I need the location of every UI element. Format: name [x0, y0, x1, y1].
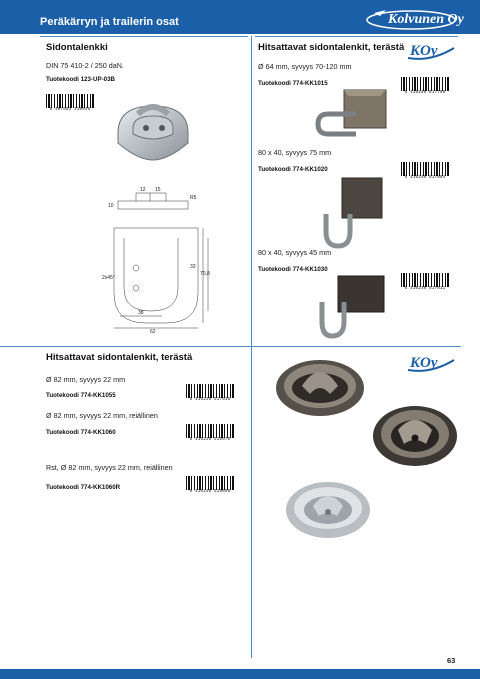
- section-heading: Hitsattavat sidontalenkit, terästä: [46, 352, 193, 363]
- recessed-ring-stainless-image: [283, 476, 373, 542]
- dim-label: 70,8: [200, 271, 210, 277]
- page-number: 63: [447, 656, 456, 665]
- dim-label: 38: [138, 310, 144, 316]
- spec-text: Ø 82 mm, syvyys 22 mm, reiällinen: [46, 411, 158, 420]
- product-code: Tuotekoodi 123-UP-03B: [46, 76, 115, 83]
- dim-label: 15: [155, 187, 161, 193]
- spec-text: Ø 64 mm, syvyys 70-120 mm: [258, 62, 352, 71]
- tie-down-ring-image: [108, 98, 198, 168]
- rule: [255, 36, 458, 37]
- spec-text: 80 x 40, syvyys 75 mm: [258, 148, 332, 157]
- koy-logo: [406, 40, 456, 62]
- spec-text: DIN 75 410-2 / 250 daN.: [46, 61, 124, 70]
- barcode: 6 416240 519570: [186, 424, 234, 444]
- rule: [0, 346, 251, 347]
- barcode: 6 416240 517835: [186, 384, 234, 404]
- dim-label: 2x45°: [102, 275, 115, 281]
- svg-text:KOy: KOy: [410, 355, 438, 371]
- column-divider: [251, 36, 252, 658]
- product-code: Tuotekoodi 774-KK1030: [258, 266, 328, 273]
- spec-text: Ø 82 mm, syvyys 22 mm: [46, 375, 126, 384]
- technical-drawing: [102, 183, 212, 335]
- weld-on-ring-low-image: [318, 272, 390, 340]
- spec-text: Rst, Ø 82 mm, syvyys 22 mm, reiällinen: [46, 463, 173, 472]
- product-code: Tuotekoodi 774-KK1060: [46, 429, 116, 436]
- dim-label: 10: [108, 203, 114, 209]
- section-heading: Sidontalenkki: [46, 42, 108, 53]
- barcode: 6 416240 517811: [401, 273, 449, 293]
- barcode: 6 416240 517799: [401, 77, 449, 97]
- product-code: Tuotekoodi 774-KK1015: [258, 80, 328, 87]
- product-code: Tuotekoodi 774-KK1055: [46, 392, 116, 399]
- barcode: 6 416240 517804: [401, 162, 449, 182]
- dim-label: R5: [190, 195, 197, 201]
- recessed-ring-holed-image: [370, 400, 460, 470]
- recessed-ring-dark-image: [272, 352, 368, 418]
- dim-label: 33: [190, 264, 196, 270]
- dim-label: 62: [150, 329, 156, 335]
- svg-text:KOy: KOy: [410, 43, 438, 59]
- weld-on-ring-round-image: [316, 86, 396, 148]
- dim-label: 12: [140, 187, 146, 193]
- brand-logo: Kolvunen Oy: [366, 8, 456, 30]
- product-code: Tuotekoodi 774-KK1060R: [46, 484, 121, 491]
- section-title: Peräkärryn ja trailerin osat: [40, 16, 179, 28]
- weld-on-ring-square-image: [316, 176, 386, 251]
- page-footer-bar: [0, 669, 480, 679]
- section-heading: Hitsattavat sidontalenkit, terästä: [258, 42, 405, 53]
- rule: [251, 346, 461, 347]
- rule: [40, 36, 248, 37]
- koy-logo: [406, 352, 456, 374]
- product-code: Tuotekoodi 774-KK1020: [258, 166, 328, 173]
- page-header: [0, 0, 480, 34]
- spec-text: 80 x 40, syvyys 45 mm: [258, 248, 332, 257]
- barcode: 6 416240 519698: [186, 476, 234, 496]
- barcode: 5 407603 310046: [46, 94, 94, 114]
